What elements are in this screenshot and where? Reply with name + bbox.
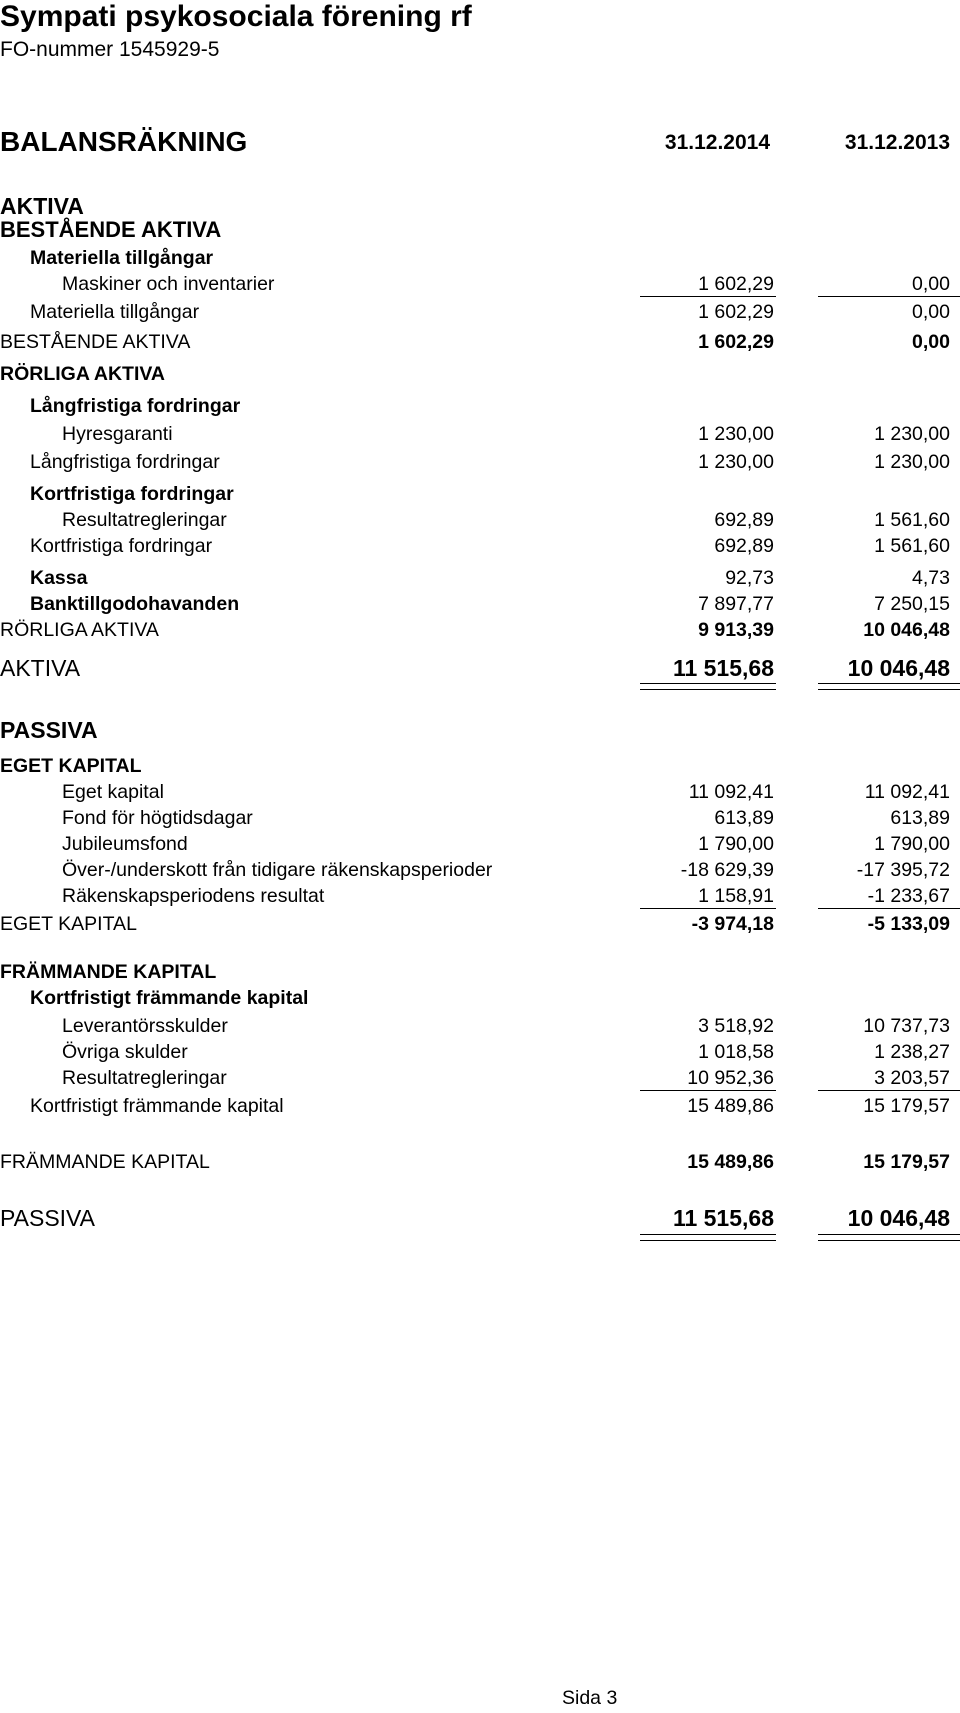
org-number: FO-nummer 1545929-5 [0, 38, 220, 61]
row-label: Kassa [30, 567, 88, 589]
subtotal-rule [818, 908, 960, 909]
row-label: Fond för högtidsdagar [62, 807, 253, 829]
table-row [0, 856, 960, 884]
value-2014: 15 489,86 [687, 1095, 774, 1117]
value-2014: 1 602,29 [698, 331, 774, 353]
value-2014: 1 230,00 [698, 423, 774, 445]
table-row [0, 882, 960, 910]
group-heading [0, 360, 960, 388]
value-2014: 11 515,68 [672, 1205, 774, 1231]
subtotal-rule [640, 296, 776, 297]
group-heading [0, 216, 960, 244]
value-2013: 3 203,57 [874, 1067, 950, 1089]
row-label: FRÄMMANDE KAPITAL [0, 1151, 210, 1173]
row-label: EGET KAPITAL [0, 913, 137, 935]
double-rule-top [640, 683, 776, 684]
value-2014: 11 515,68 [672, 655, 774, 681]
value-2014: 1 790,00 [698, 833, 774, 855]
subtotal-row [0, 298, 960, 326]
value-2013: 1 790,00 [874, 833, 950, 855]
table-row [0, 564, 960, 592]
total-row [0, 910, 960, 938]
row-label: Hyresgaranti [62, 423, 173, 445]
subgroup-heading [0, 480, 960, 508]
value-2014: 613,89 [714, 807, 774, 829]
table-row [0, 778, 960, 806]
value-2013: 1 230,00 [874, 451, 950, 473]
row-label: BESTÅENDE AKTIVA [0, 331, 191, 353]
subtotal-rule [818, 1090, 960, 1091]
row-label: Eget kapital [62, 781, 164, 803]
value-2014: 7 897,77 [698, 593, 774, 615]
value-2013: 0,00 [912, 273, 950, 295]
value-2013: 11 092,41 [864, 781, 950, 803]
table-row [0, 804, 960, 832]
value-2013: 1 230,00 [874, 423, 950, 445]
value-2013: 15 179,57 [863, 1151, 950, 1173]
value-2014: 3 518,92 [698, 1015, 774, 1037]
row-label: RÖRLIGA AKTIVA [0, 619, 159, 641]
value-2013: 1 561,60 [874, 509, 950, 531]
row-label: RÖRLIGA AKTIVA [0, 363, 166, 385]
subgroup-heading [0, 984, 960, 1012]
row-label: Kortfristiga fordringar [30, 483, 234, 505]
table-row [0, 1064, 960, 1092]
double-rule-bottom [818, 1240, 960, 1241]
table-row [0, 830, 960, 858]
table-row [0, 1012, 960, 1040]
table-row [0, 420, 960, 448]
subtotal-rule [818, 296, 960, 297]
subtotal-row [0, 532, 960, 560]
column-header-2013: 31.12.2013 [844, 131, 950, 154]
row-label: Räkenskapsperiodens resultat [62, 885, 325, 907]
double-rule-top [818, 1234, 960, 1235]
row-label: Resultatregleringar [62, 1067, 227, 1089]
value-2014: 1 230,00 [698, 451, 774, 473]
value-2013: 15 179,57 [863, 1095, 950, 1117]
row-label: Resultatregleringar [62, 509, 227, 531]
row-label: AKTIVA [0, 655, 81, 681]
row-label: Övriga skulder [62, 1041, 188, 1063]
value-2014: 692,89 [714, 535, 774, 557]
group-heading [0, 958, 960, 986]
row-label: PASSIVA [0, 717, 98, 743]
value-2013: 613,89 [890, 807, 950, 829]
row-label: AKTIVA [0, 193, 84, 219]
row-label: Långfristiga fordringar [30, 395, 241, 417]
value-2013: 10 046,48 [847, 655, 950, 681]
value-2013: 1 238,27 [874, 1041, 950, 1063]
value-2014: 9 913,39 [698, 619, 774, 641]
row-label: FRÄMMANDE KAPITAL [0, 961, 217, 983]
value-2014: -18 629,39 [680, 859, 774, 881]
value-2013: 0,00 [912, 331, 950, 353]
row-label: Jubileumsfond [62, 833, 188, 855]
value-2014: 1 602,29 [698, 301, 774, 323]
row-label: Kortfristigt främmande kapital [30, 1095, 284, 1117]
row-label: Materiella tillgångar [30, 247, 214, 269]
row-label: Leverantörsskulder [62, 1015, 228, 1037]
row-label: Över-/underskott från tidigare räkenskapsperioder [62, 859, 493, 881]
grand-total-row [0, 1204, 960, 1232]
value-2013: 10 046,48 [863, 619, 950, 641]
double-rule-top [818, 683, 960, 684]
row-label: PASSIVA [0, 1205, 96, 1231]
row-label: Långfristiga fordringar [30, 451, 220, 473]
subtotal-row [0, 1092, 960, 1120]
org-name: Sympati psykosociala förening rf [0, 0, 472, 33]
row-label: Banktillgodohavanden [30, 593, 240, 615]
table-row [0, 1038, 960, 1066]
column-header-2014: 31.12.2014 [664, 131, 770, 154]
value-2013: 1 561,60 [874, 535, 950, 557]
grand-total-row [0, 654, 960, 682]
value-2013: -1 233,67 [867, 885, 950, 907]
double-rule-bottom [640, 1240, 776, 1241]
subtotal-row [0, 448, 960, 476]
row-label: Maskiner och inventarier [62, 273, 275, 295]
value-2014: 11 092,41 [688, 781, 774, 803]
value-2013: 10 046,48 [847, 1205, 950, 1231]
value-2013: 0,00 [912, 301, 950, 323]
value-2013: 7 250,15 [874, 593, 950, 615]
row-label: BESTÅENDE AKTIVA [0, 217, 222, 242]
value-2014: 1 602,29 [698, 273, 774, 295]
row-label: Kortfristigt främmande kapital [30, 987, 309, 1009]
value-2013: -17 395,72 [856, 859, 950, 881]
subtotal-rule [640, 908, 776, 909]
value-2014: 92,73 [725, 567, 774, 589]
table-row [0, 270, 960, 298]
page-number: Sida 3 [562, 1687, 618, 1709]
value-2013: 4,73 [912, 567, 950, 589]
double-rule-top [640, 1234, 776, 1235]
value-2014: 1 018,58 [698, 1041, 774, 1063]
double-rule-bottom [640, 689, 776, 690]
value-2014: -3 974,18 [691, 913, 774, 935]
row-label: Kortfristiga fordringar [30, 535, 213, 557]
table-row [0, 590, 960, 618]
value-2013: 10 737,73 [863, 1015, 950, 1037]
value-2014: 692,89 [714, 509, 774, 531]
double-rule-bottom [818, 689, 960, 690]
total-row [0, 616, 960, 644]
value-2014: 1 158,91 [698, 885, 774, 907]
group-heading [0, 752, 960, 780]
report-title: BALANSRÄKNING [0, 126, 248, 157]
row-label: EGET KAPITAL [0, 755, 142, 777]
section-heading [0, 716, 960, 744]
value-2014: 10 952,36 [687, 1067, 774, 1089]
subgroup-heading [0, 244, 960, 272]
row-label: Materiella tillgångar [30, 301, 200, 323]
total-row [0, 328, 960, 356]
subgroup-heading [0, 392, 960, 420]
value-2013: -5 133,09 [867, 913, 950, 935]
value-2014: 15 489,86 [687, 1151, 774, 1173]
table-row [0, 506, 960, 534]
subtotal-rule [640, 1090, 776, 1091]
total-row [0, 1148, 960, 1176]
